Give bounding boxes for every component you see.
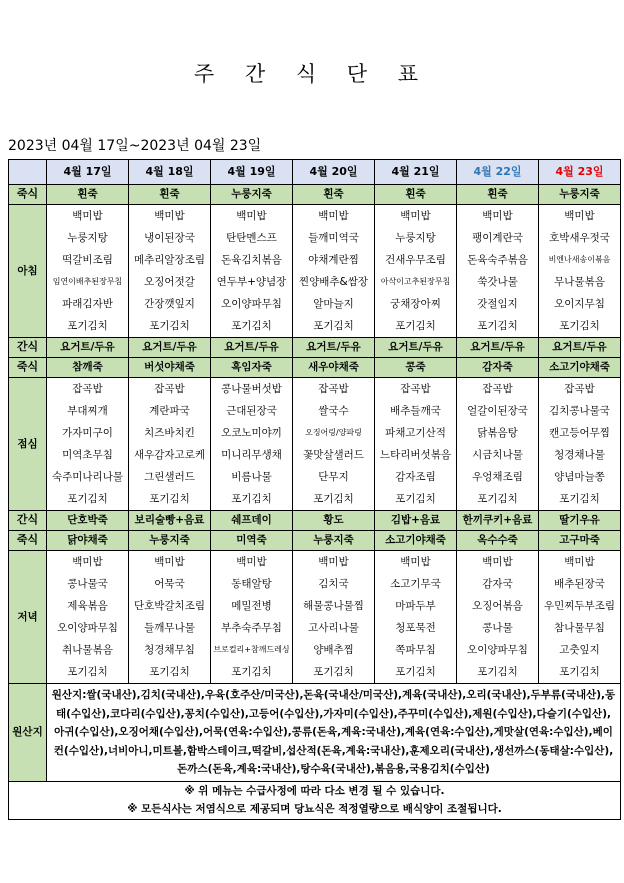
- dinner-dish: 제육볶음: [47, 595, 129, 617]
- day-header-row: [9, 160, 621, 185]
- breakfast-line: [9, 205, 621, 228]
- snack_afternoon-cell: 딸기우유: [539, 511, 621, 531]
- breakfast-dish: 포기김치: [211, 315, 293, 338]
- dinner-dish: 백미밥: [457, 551, 539, 574]
- dinner-dish: 양배추찜: [293, 639, 375, 661]
- dinner-dish: 쪽파무침: [375, 639, 457, 661]
- breakfast-dish: 포기김치: [129, 315, 211, 338]
- lunch-dish: 계란파국: [129, 400, 211, 422]
- lunch-dish: 치즈바치킨: [129, 422, 211, 444]
- lunch-dish: 얼갈이된장국: [457, 400, 539, 422]
- lunch-dish: 파채고기산적: [375, 422, 457, 444]
- porridge_dinner-cell: 누룽지죽: [129, 531, 211, 551]
- lunch-line: [9, 422, 621, 444]
- breakfast-dish: 포기김치: [47, 315, 129, 338]
- dinner-dish: 오이양파무침: [457, 639, 539, 661]
- dinner-dish: 백미밥: [375, 551, 457, 574]
- breakfast-dish: 돈육김치볶음: [211, 249, 293, 271]
- breakfast-dish: 백미밥: [47, 205, 129, 228]
- snack_afternoon-row: [9, 511, 621, 531]
- weekly-menu-table: [8, 159, 621, 820]
- dinner-line: [9, 661, 621, 684]
- lunch-dish: 오징어링/양파링: [293, 422, 375, 444]
- porridge_dinner-row: [9, 531, 621, 551]
- dinner-dish: 백미밥: [293, 551, 375, 574]
- breakfast-dish: 연두부+양념장: [211, 271, 293, 293]
- dinner-dish: 마파두부: [375, 595, 457, 617]
- breakfast-dish: 궁채장아찌: [375, 293, 457, 315]
- porridge_dinner-cell: 소고기야채죽: [375, 531, 457, 551]
- breakfast-dish: 들깨미역국: [293, 227, 375, 249]
- snack_morning-cell: 요거트/두유: [129, 338, 211, 358]
- lunch-dish: 청경채나물: [539, 444, 621, 466]
- dinner-dish: 해물콩나물찜: [293, 595, 375, 617]
- porridge_lunch-cell: 참깨죽: [47, 358, 129, 378]
- dinner-dish: 들깨무나물: [129, 617, 211, 639]
- day-header: 4월 19일: [211, 160, 293, 185]
- lunch-dish: 감자조림: [375, 466, 457, 488]
- porridge_morning-cell: 누룽지죽: [539, 185, 621, 205]
- lunch-dish: 잡곡밥: [539, 378, 621, 401]
- breakfast-label: 아침: [9, 205, 47, 338]
- snack_morning-cell: 요거트/두유: [47, 338, 129, 358]
- lunch-dish: 근대된장국: [211, 400, 293, 422]
- note-line: ※ 모든식사는 저염식으로 제공되며 당뇨식은 적정열량으로 배식양이 조절됩니다.: [127, 803, 502, 815]
- dinner-dish: 메밀전병: [211, 595, 293, 617]
- porridge_morning-cell: 흰죽: [293, 185, 375, 205]
- lunch-dish: 비름나물: [211, 466, 293, 488]
- snack_morning-cell: 요거트/두유: [375, 338, 457, 358]
- breakfast-dish: 찐양배추&쌈장: [293, 271, 375, 293]
- breakfast-dish: 오이양파무침: [211, 293, 293, 315]
- breakfast-dish: 백미밥: [211, 205, 293, 228]
- notes-cell: [9, 781, 621, 819]
- lunch-dish: 잡곡밥: [375, 378, 457, 401]
- dinner-dish: 콩나물: [457, 617, 539, 639]
- porridge_lunch-cell: 소고기야채죽: [539, 358, 621, 378]
- porridge_lunch-cell: 새우야채죽: [293, 358, 375, 378]
- breakfast-line: [9, 271, 621, 293]
- porridge_dinner-label: 죽식: [9, 531, 47, 551]
- breakfast-dish: 야채계란찜: [293, 249, 375, 271]
- breakfast-dish: 임연이배추된장무침: [47, 271, 129, 293]
- breakfast-dish: 포기김치: [539, 315, 621, 338]
- breakfast-dish: 건새우무조림: [375, 249, 457, 271]
- porridge_lunch-cell: 감자죽: [457, 358, 539, 378]
- dinner-dish: 부추숙주무침: [211, 617, 293, 639]
- breakfast-dish: 냉이된장국: [129, 227, 211, 249]
- porridge_dinner-cell: 누룽지죽: [293, 531, 375, 551]
- lunch-dish: 가자미구이: [47, 422, 129, 444]
- breakfast-dish: 포기김치: [293, 315, 375, 338]
- breakfast-dish: 알마늘지: [293, 293, 375, 315]
- porridge_morning-row: [9, 185, 621, 205]
- dinner-dish: 참나물무침: [539, 617, 621, 639]
- breakfast-line: [9, 293, 621, 315]
- porridge_dinner-cell: 옥수수죽: [457, 531, 539, 551]
- lunch-dish: 포기김치: [539, 488, 621, 511]
- breakfast-dish: 오이지무침: [539, 293, 621, 315]
- lunch-dish: 시금치나물: [457, 444, 539, 466]
- dinner-dish: 오징어볶음: [457, 595, 539, 617]
- day-header: 4월 17일: [47, 160, 129, 185]
- dinner-dish: 청포묵전: [375, 617, 457, 639]
- dinner-dish: 브로컬리+참깨드레싱: [211, 639, 293, 661]
- breakfast-dish: 포기김치: [457, 315, 539, 338]
- lunch-dish: 닭볶음탕: [457, 422, 539, 444]
- lunch-line: [9, 488, 621, 511]
- day-header: 4월 23일: [539, 160, 621, 185]
- lunch-dish: 포기김치: [211, 488, 293, 511]
- lunch-label: 점심: [9, 378, 47, 511]
- snack_afternoon-cell: 김밥+음료: [375, 511, 457, 531]
- lunch-dish: 배추들깨국: [375, 400, 457, 422]
- snack_morning-cell: 요거트/두유: [293, 338, 375, 358]
- breakfast-dish: 무나물볶음: [539, 271, 621, 293]
- porridge_dinner-cell: 고구마죽: [539, 531, 621, 551]
- breakfast-dish: 백미밥: [129, 205, 211, 228]
- breakfast-dish: 백미밥: [375, 205, 457, 228]
- origin-label: 원산지: [9, 684, 47, 782]
- breakfast-line: [9, 249, 621, 271]
- snack_afternoon-cell: 쉐프데이: [211, 511, 293, 531]
- dinner-dish: 포기김치: [539, 661, 621, 684]
- dinner-dish: 단호박갈치조림: [129, 595, 211, 617]
- lunch-dish: 캔고등어무찜: [539, 422, 621, 444]
- breakfast-dish: 떡갈비조림: [47, 249, 129, 271]
- lunch-dish: 잡곡밥: [293, 378, 375, 401]
- breakfast-dish: 누룽지탕: [375, 227, 457, 249]
- dinner-line: [9, 573, 621, 595]
- porridge_morning-cell: 흰죽: [375, 185, 457, 205]
- porridge_dinner-cell: 미역죽: [211, 531, 293, 551]
- dinner-line: [9, 551, 621, 574]
- breakfast-dish: 비엔나새송이볶음: [539, 249, 621, 271]
- dinner-dish: 고춧잎지: [539, 639, 621, 661]
- dinner-dish: 포기김치: [47, 661, 129, 684]
- dinner-dish: 감자국: [457, 573, 539, 595]
- day-header: 4월 20일: [293, 160, 375, 185]
- dinner-dish: 배추된장국: [539, 573, 621, 595]
- snack_morning-cell: 요거트/두유: [211, 338, 293, 358]
- breakfast-dish: 갓절임지: [457, 293, 539, 315]
- lunch-dish: 오코노미야끼: [211, 422, 293, 444]
- dinner-dish: 어묵국: [129, 573, 211, 595]
- dinner-dish: 백미밥: [47, 551, 129, 574]
- dinner-dish: 백미밥: [539, 551, 621, 574]
- dinner-line: [9, 617, 621, 639]
- lunch-dish: 쌀국수: [293, 400, 375, 422]
- breakfast-dish: 아삭이고추된장무침: [375, 271, 457, 293]
- snack_afternoon-cell: 한끼쿠키+음료: [457, 511, 539, 531]
- porridge_lunch-cell: 버섯야채죽: [129, 358, 211, 378]
- breakfast-dish: 백미밥: [539, 205, 621, 228]
- lunch-line: [9, 400, 621, 422]
- lunch-dish: 새우감자고로케: [129, 444, 211, 466]
- dinner-dish: 포기김치: [211, 661, 293, 684]
- lunch-dish: 포기김치: [129, 488, 211, 511]
- breakfast-dish: 탄탄멘스프: [211, 227, 293, 249]
- day-header: 4월 18일: [129, 160, 211, 185]
- lunch-dish: 단무지: [293, 466, 375, 488]
- lunch-dish: 잡곡밥: [47, 378, 129, 401]
- lunch-dish: 잡곡밥: [457, 378, 539, 401]
- breakfast-dish: 백미밥: [293, 205, 375, 228]
- lunch-dish: 미역초무침: [47, 444, 129, 466]
- breakfast-dish: 쑥갓나물: [457, 271, 539, 293]
- porridge_lunch-cell: 콩죽: [375, 358, 457, 378]
- snack_morning-label: 간식: [9, 338, 47, 358]
- lunch-dish: 느타리버섯볶음: [375, 444, 457, 466]
- porridge_morning-cell: 흰죽: [457, 185, 539, 205]
- note-line: ※ 위 메뉴는 수급사정에 따라 다소 변경 될 수 있습니다.: [184, 784, 445, 797]
- porridge_dinner-cell: 닭야채죽: [47, 531, 129, 551]
- dinner-dish: 포기김치: [129, 661, 211, 684]
- menu-period: 2023년 04월 17일~2023년 04월 23일: [8, 138, 262, 154]
- lunch-line: [9, 466, 621, 488]
- snack_afternoon-label: 간식: [9, 511, 47, 531]
- dinner-dish: 고사리나물: [293, 617, 375, 639]
- snack_morning-cell: 요거트/두유: [539, 338, 621, 358]
- dinner-dish: 포기김치: [457, 661, 539, 684]
- notes-row: [9, 781, 621, 819]
- lunch-dish: 포기김치: [293, 488, 375, 511]
- dinner-dish: 동태알탕: [211, 573, 293, 595]
- lunch-dish: 잡곡밥: [129, 378, 211, 401]
- lunch-dish: 김치콩나물국: [539, 400, 621, 422]
- porridge_lunch-label: 죽식: [9, 358, 47, 378]
- dinner-dish: 청경채무침: [129, 639, 211, 661]
- lunch-dish: 부대찌개: [47, 400, 129, 422]
- breakfast-dish: 돈육숙주볶음: [457, 249, 539, 271]
- dinner-dish: 포기김치: [293, 661, 375, 684]
- porridge_morning-cell: 누룽지죽: [211, 185, 293, 205]
- origin-row: [9, 684, 621, 782]
- dinner-label: 저녁: [9, 551, 47, 684]
- breakfast-dish: 팽이계란국: [457, 227, 539, 249]
- lunch-dish: 포기김치: [47, 488, 129, 511]
- lunch-dish: 꽃맛살샐러드: [293, 444, 375, 466]
- dinner-dish: 콩나물국: [47, 573, 129, 595]
- breakfast-dish: 누룽지탕: [47, 227, 129, 249]
- dinner-dish: 오이양파무침: [47, 617, 129, 639]
- porridge_morning-cell: 흰죽: [47, 185, 129, 205]
- breakfast-dish: 포기김치: [375, 315, 457, 338]
- lunch-dish: 그린샐러드: [129, 466, 211, 488]
- lunch-dish: 양념마늘쫑: [539, 466, 621, 488]
- lunch-dish: 미니리무생채: [211, 444, 293, 466]
- breakfast-dish: 백미밥: [457, 205, 539, 228]
- page-title: 주 간 식 단 표: [193, 62, 431, 86]
- dinner-dish: 우민찌두부조림: [539, 595, 621, 617]
- dinner-dish: 백미밥: [211, 551, 293, 574]
- dinner-line: [9, 595, 621, 617]
- dinner-line: [9, 639, 621, 661]
- breakfast-dish: 호박새우젓국: [539, 227, 621, 249]
- lunch-dish: 우엉채조림: [457, 466, 539, 488]
- day-header: 4월 22일: [457, 160, 539, 185]
- day-header: 4월 21일: [375, 160, 457, 185]
- dinner-dish: 소고기무국: [375, 573, 457, 595]
- dinner-dish: 김치국: [293, 573, 375, 595]
- porridge_lunch-cell: 흑임자죽: [211, 358, 293, 378]
- breakfast-dish: 메추리알장조림: [129, 249, 211, 271]
- snack_afternoon-cell: 황도: [293, 511, 375, 531]
- breakfast-dish: 오징어젓갈: [129, 271, 211, 293]
- origin-text: 원산지:쌀(국내산),김치(국내산),우육(호주산/미국산),돈육(국내산/미국산),계육(국내산),오리(국내산),두부류(국내산),동태(수입산),코다리(수입산),꽁치(수입산),고등어(수입산),가자미(수입산),주꾸미(수입산),제원(수입산),다슬기(수입산),아귀(수입산),오징어채(수입산),어묵(연육:수입산),콩류(돈육,계육:국내산),계육(연육:수입산),게맛살(연육:수입산),베이컨(수입산),너비아니,미트볼,함박스테이크,떡갈비,섭산적(돈육,계육:국내산),훈제오리(국내산),생선까스(동태살:수입산),돈까스(돈육,계육:국내산),탕수육(국내산),볶음용,국용김치(수입산): [47, 684, 621, 782]
- dinner-dish: 포기김치: [375, 661, 457, 684]
- snack_afternoon-cell: 단호박죽: [47, 511, 129, 531]
- snack_afternoon-cell: 보리술빵+음료: [129, 511, 211, 531]
- snack_morning-cell: 요거트/두유: [457, 338, 539, 358]
- dinner-dish: 취나물볶음: [47, 639, 129, 661]
- lunch-dish: 콩나물버섯밥: [211, 378, 293, 401]
- snack_morning-row: [9, 338, 621, 358]
- porridge_lunch-row: [9, 358, 621, 378]
- lunch-dish: 숙주미나리나물: [47, 466, 129, 488]
- lunch-line: [9, 378, 621, 401]
- lunch-dish: 포기김치: [457, 488, 539, 511]
- lunch-dish: 포기김치: [375, 488, 457, 511]
- breakfast-line: [9, 315, 621, 338]
- dinner-dish: 백미밥: [129, 551, 211, 574]
- porridge_morning-label: 죽식: [9, 185, 47, 205]
- breakfast-dish: 간장깻잎지: [129, 293, 211, 315]
- breakfast-dish: 파래김자반: [47, 293, 129, 315]
- corner-cell: [9, 160, 47, 185]
- breakfast-line: [9, 227, 621, 249]
- lunch-line: [9, 444, 621, 466]
- porridge_morning-cell: 흰죽: [129, 185, 211, 205]
